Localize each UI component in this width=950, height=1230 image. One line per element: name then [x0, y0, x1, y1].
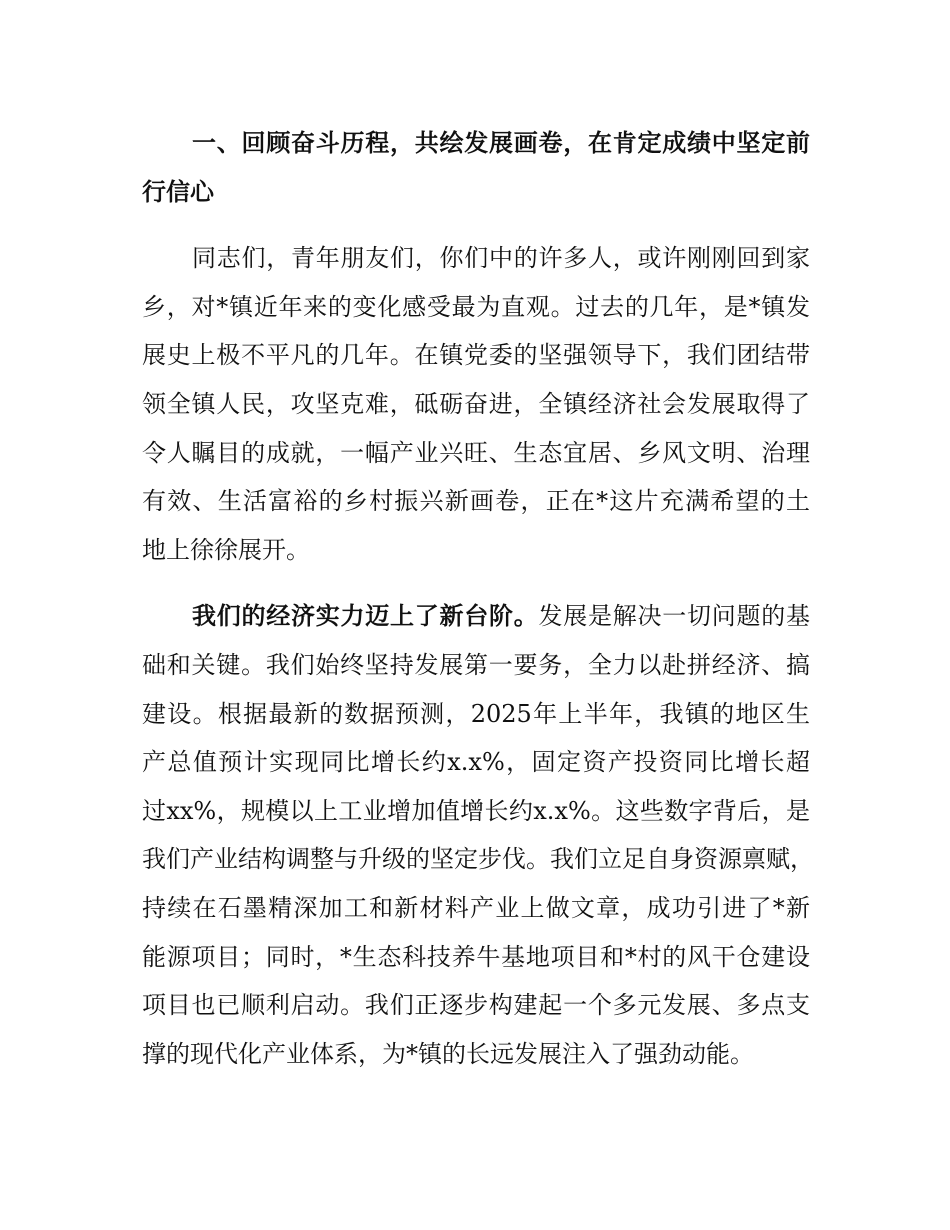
paragraph-line: 我们产业结构调整与升级的坚定步伐。我们立足自身资源禀赋， — [142, 845, 814, 874]
paragraph-line: 能源项目；同时，*生态科技养牛基地项目和*村的风干仓建设 — [142, 942, 810, 971]
paragraph-line: 地上徐徐展开。 — [142, 535, 310, 564]
paragraph-line — [142, 592, 810, 641]
paragraph-2 — [142, 592, 814, 1078]
paragraph-line: 产总值预计实现同比增长约x.x%，固定资产投资同比增长超 — [142, 748, 810, 777]
paragraph-line: 有效、生活富裕的乡村振兴新画卷，正在*这片充满希望的土 — [142, 487, 810, 516]
bold-lead-sentence: 我们的经济实力迈上了新台阶。 — [192, 602, 539, 631]
paragraph-line: 项目也已顺利启动。我们正逐步构建起一个多元发展、多点支 — [142, 991, 810, 1020]
paragraph-line: 乡，对*镇近年来的变化感受最为直观。过去的几年，是*镇发 — [142, 292, 810, 321]
paragraph-line: 持续在石墨精深加工和新材料产业上做文章，成功引进了*新 — [142, 893, 810, 922]
paragraph-line: 领全镇人民，攻坚克难，砥砺奋进，全镇经济社会发展取得了 — [142, 389, 810, 418]
paragraph-line: 同志们，青年朋友们，你们中的许多人，或许刚刚回到家 — [192, 244, 810, 273]
paragraph-line: 令人瞩目的成就，一幅产业兴旺、生态宜居、乡风文明、治理 — [142, 438, 810, 467]
paragraph-line: 展史上极不平凡的几年。在镇党委的坚强领导下，我们团结带 — [142, 341, 810, 370]
paragraph-line: 撑的现代化产业体系，为*镇的长远发展注入了强劲动能。 — [142, 1039, 754, 1068]
paragraph-text: 发展是解决一切问题的基 — [538, 602, 810, 631]
section-heading — [142, 119, 810, 216]
document-page — [142, 119, 814, 1078]
heading-line: 行信心 — [142, 177, 214, 206]
paragraph-1 — [142, 234, 810, 574]
paragraph-line: 础和关键。我们始终坚持发展第一要务，全力以赴拼经济、搞 — [142, 650, 810, 679]
paragraph-line: 过xx%，规模以上工业增加值增长约x.x%。这些数字背后，是 — [142, 796, 810, 825]
paragraph-line: 建设。根据最新的数据预测，2025年上半年，我镇的地区生 — [142, 699, 810, 728]
heading-line: 一、回顾奋斗历程，共绘发展画卷，在肯定成绩中坚定前 — [192, 129, 810, 157]
